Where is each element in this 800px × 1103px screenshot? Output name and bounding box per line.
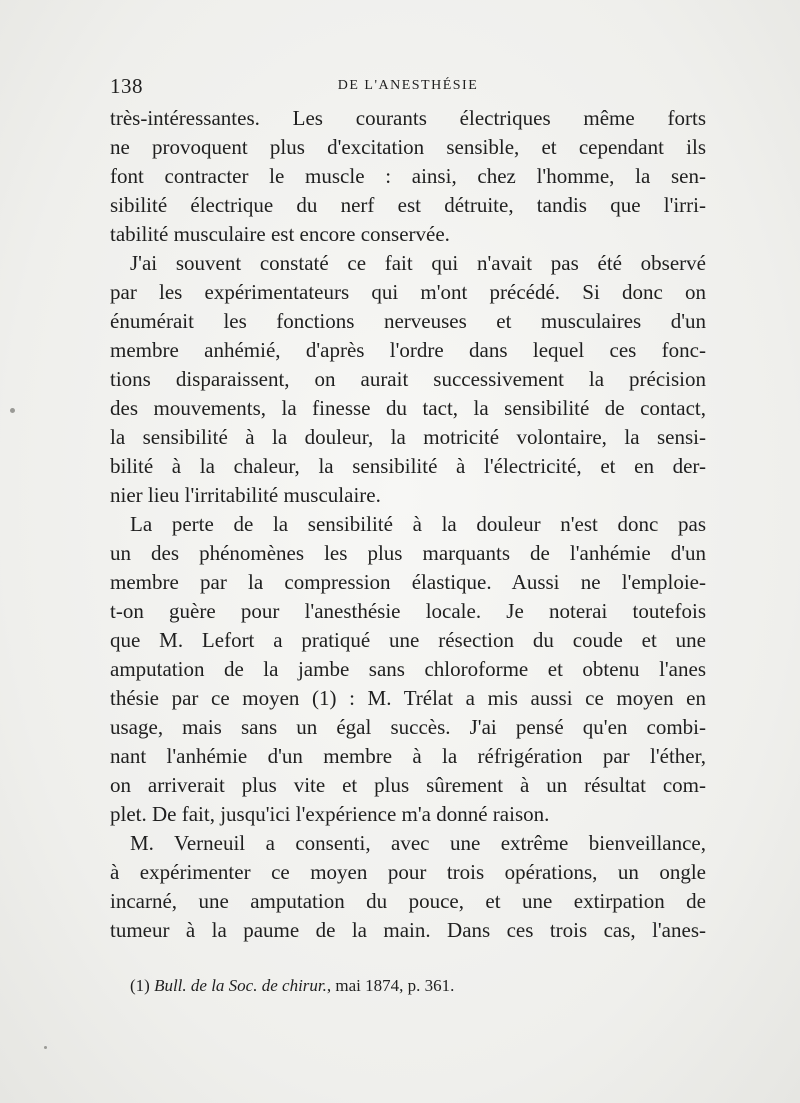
text-line: font contracter le muscle : ainsi, chez l'homme, la sen- [110,164,706,188]
text-line: très-intéressantes. Les courants électriques même forts [110,106,706,130]
text-line: à expérimenter ce moyen pour trois opérations, un ongle [110,860,706,884]
text-line: par les expérimentateurs qui m'ont précédé. Si donc on [110,280,706,304]
text-line: usage, mais sans un égal succès. J'ai pensé qu'en combi- [110,715,706,739]
text-line: tabilité musculaire est encore conservée. [110,222,450,246]
text-line: nier lieu l'irritabilité musculaire. [110,483,381,507]
footnote-details: , mai 1874, p. 361. [326,976,455,995]
text-line: des mouvements, la finesse du tact, la sensibilité de contact, [110,396,706,420]
text-line: amputation de la jambe sans chloroforme et obtenu l'anes [110,657,706,681]
text-line: bilité à la chaleur, la sensibilité à l'électricité, et en der- [110,454,706,478]
text-line: La perte de la sensibilité à la douleur n'est donc pas [130,512,706,536]
text-line: plet. De fait, jusqu'ici l'expérience m'a donné raison. [110,802,550,826]
footnote [130,976,454,996]
text-line: incarné, une amputation du pouce, et une extirpation de [110,889,706,913]
page-header [110,74,706,98]
text-line: J'ai souvent constaté ce fait qui n'avait pas été observé [130,251,706,275]
text-line: énumérait les fonctions nerveuses et musculaires d'un [110,309,706,333]
text-line: t-on guère pour l'anesthésie locale. Je noterai toutefois [110,599,706,623]
footnote-marker: (1) [130,976,150,995]
text-line: nant l'anhémie d'un membre à la réfrigération par l'éther, [110,744,706,768]
body-text [110,104,706,945]
scan-speck [44,1046,47,1049]
text-line: la sensibilité à la douleur, la motricité volontaire, la sensi- [110,425,706,449]
text-line: thésie par ce moyen (1) : M. Trélat a mis aussi ce moyen en [110,686,706,710]
text-line: tions disparaissent, on aurait successivement la précision [110,367,706,391]
text-line: un des phénomènes les plus marquants de l'anhémie d'un [110,541,706,565]
page-number: 138 [110,74,143,98]
running-head: DE L'ANESTHÉSIE [337,78,479,93]
text-line: M. Verneuil a consenti, avec une extrême bienveillance, [130,831,706,855]
text-line: sibilité électrique du nerf est détruite, tandis que l'irri- [110,193,706,217]
text-line: ne provoquent plus d'excitation sensible, et cependant ils [110,135,706,159]
text-line: que M. Lefort a pratiqué une résection du coude et une [110,628,706,652]
scan-speck [10,408,15,413]
text-line: membre anhémié, d'après l'ordre dans lequel ces fonc- [110,338,706,362]
text-line: on arriverait plus vite et plus sûrement à un résultat com- [110,773,706,797]
text-line: membre par la compression élastique. Aussi ne l'emploie- [110,570,706,594]
footnote-source: Bull. de la Soc. de chirur. [154,976,327,995]
text-line: tumeur à la paume de la main. Dans ces trois cas, l'anes- [110,918,706,942]
